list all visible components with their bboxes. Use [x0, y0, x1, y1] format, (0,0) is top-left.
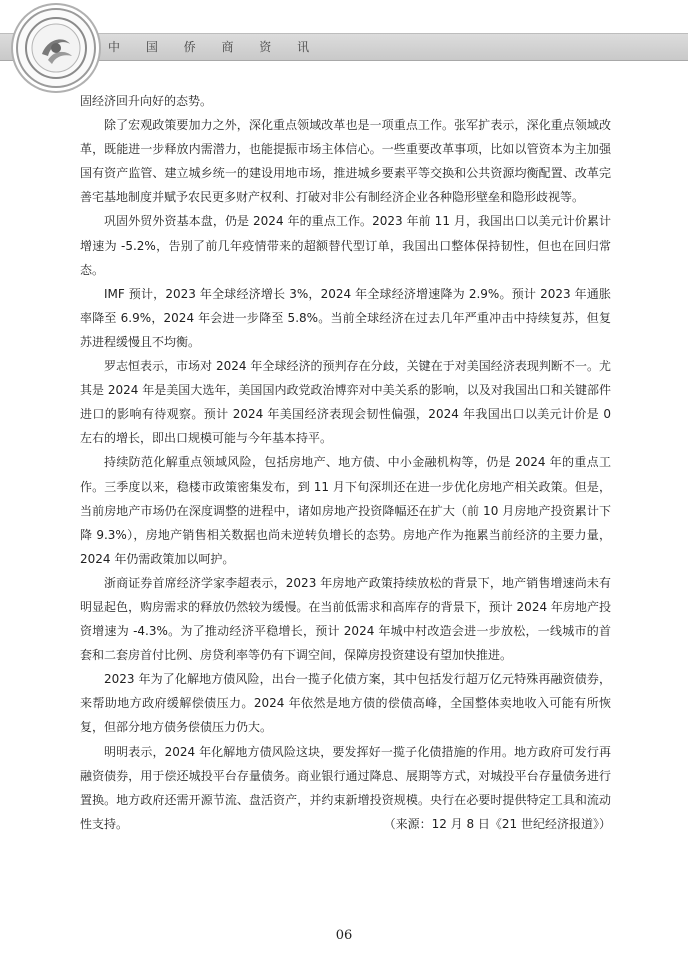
- paragraph-text: 明明表示，2024 年化解地方债风险这块，要发挥好一揽子化债措施的作用。地方政府可发行再融资债券，用于偿还城投平台存量债务。商业银行通过降息、展期等方式，对城投平台存量债务进行置换。地方政府还需开源节流、盘活资产，并约束新增投资规模。央行在必要时提供特定工具和流动性支持。: [80, 744, 611, 831]
- header-bar: [0, 33, 688, 61]
- paragraph: 罗志恒表示，市场对 2024 年全球经济的预判存在分歧，关键在于对美国经济表现判断不一。尤其是 2024 年是美国大选年，美国国内政党政治博弈对中美关系的影响，以及对我国出口和关键部件进口的影响有待观察。预计 2024 年美国经济表现会韧性偏强，2024 年我国出口以美元计价是 0 左右的增长，即出口规模可能与今年基本持平。: [80, 359, 611, 446]
- paragraph: 固经济回升向好的态势。: [80, 94, 213, 108]
- page-number: 06: [335, 928, 353, 943]
- logo-emblem-icon: [18, 10, 94, 86]
- logo: [16, 8, 96, 88]
- paragraph: 持续防范化解重点领域风险，包括房地产、地方债、中小金融机构等，仍是 2024 年的重点工作。三季度以来，稳楼市政策密集发布，到 11 月下旬深圳还在进一步优化房地产相关政策。但是，当前房地产市场仍在深度调整的进程中，诸如房地产投资降幅还在扩大（前 10 月房地产投资累计下降 9.3%），房地产销售相关数据也尚未逆转负增长的态势。房地产作为拖累当前经济的主要力量，2024 年仍需政策加以呵护。: [80, 455, 611, 566]
- paragraph-last: [80, 740, 611, 836]
- paragraph: IMF 预计，2023 年全球经济增长 3%，2024 年全球经济增速降为 2.9%。预计 2023 年通胀率降至 6.9%，2024 年会进一步降至 5.8%。当前全球经济在过去几年严重冲击中持续复苏，但复苏进程缓慢且不均衡。: [80, 286, 611, 349]
- paragraph: 2023 年为了化解地方债风险，出台一揽子化债方案，其中包括发行超万亿元特殊再融资债券，来帮助地方政府缓解偿债压力。2024 年依然是地方债的偿债高峰，全国整体卖地收入可能有所恢复，但部分地方债务偿债压力仍大。: [80, 672, 611, 735]
- article-body: [80, 89, 611, 836]
- page-header-title: 中 国 侨 商 资 讯: [108, 40, 321, 54]
- paragraph: 除了宏观政策要加力之外，深化重点领域改革也是一项重点工作。张军扩表示，深化重点领域改革，既能进一步释放内需潜力，也能提振市场主体信心。一些重要改革事项，比如以管资本为主加强国有资产监管、建立城乡统一的建设用地市场，推进城乡要素平等交换和公共资源均衡配置、改革完善宅基地制度并赋予农民更多财产权利、打破对非公有制经济企业各种隐形壁垒和隐形歧视等。: [80, 118, 611, 205]
- paragraph: 巩固外贸外资基本盘，仍是 2024 年的重点工作。2023 年前 11 月，我国出口以美元计价累计增速为 -5.2%，告别了前几年疫情带来的超额替代型订单，我国出口整体保持韧性，但也在回归常态。: [80, 214, 611, 277]
- paragraph: 浙商证券首席经济学家李超表示，2023 年房地产政策持续放松的背景下，地产销售增速尚未有明显起色，购房需求的释放仍然较为缓慢。在当前低需求和高库存的背景下，预计 2024 年房地产投资增速为 -4.3%。为了推动经济平稳增长，预计 2024 年城中村改造会进一步放松，一线城市的首套和二套房首付比例、房贷利率等仍有下调空间，保障房投资建设有望加快推进。: [80, 575, 611, 663]
- source-citation: （来源：12 月 8 日《21 世纪经济报道》）: [383, 816, 611, 831]
